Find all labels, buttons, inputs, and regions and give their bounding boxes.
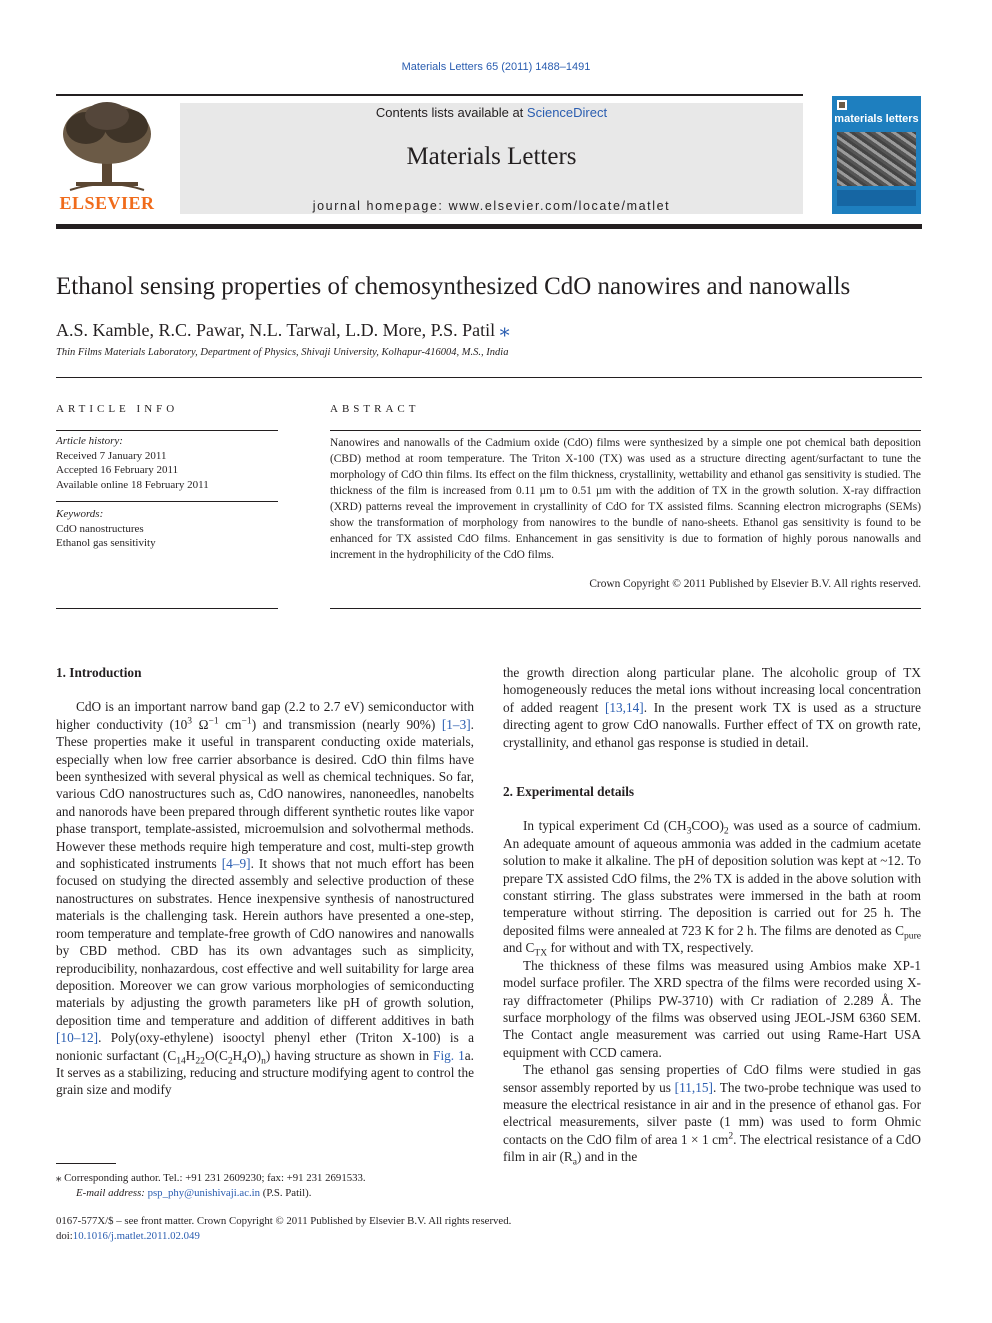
keywords-rule — [56, 501, 278, 502]
affiliation: Thin Films Materials Laboratory, Department of Physics, Shivaji University, Kolhapur-416004, M.S., India — [56, 347, 509, 358]
section-heading: 2. Experimental details — [503, 784, 635, 800]
email-link[interactable]: psp_phy@unishivaji.ac.in — [147, 1187, 261, 1199]
sciencedirect-link[interactable]: ScienceDirect — [526, 105, 608, 120]
abstract-text: Nanowires and nanowalls of the Cadmium oxide (CdO) films were synthesized by a simple one pot chemical bath deposition (CBD) method at room temperature. The Triton X-100 (TX) was used as a structure directing agent/surfactant to tune the morphology of CdO thin films. Its effect on the film thickness, crystallinity, wettability and ethanol gas sensitivity is studied. The thickness of the film is increased from 0.11 µm to 0.51 µm with the addition of TX in the growth solution. X-ray diffraction (XRD) patterns reveal the improvement in crystallinity of CdO for TX assisted films. Scanning electron micrographs (SEMs) show the transformation of morphology from nanowires to the bundle of nano-sheets. Ethanol gas sensitivity is found to be enhanced for TX assisted CdO films. Enhancement in gas sensitivity is due to formation of highly porous nanowalls and increment in the hydrophilicity of the CdO films. — [330, 437, 921, 561]
elsevier-mini-icon — [837, 100, 847, 110]
masthead-top-rule — [56, 94, 803, 96]
cover-micrograph — [837, 132, 916, 186]
corresponding-author-mark[interactable]: ⁎ — [499, 319, 510, 341]
online-date: Available online 18 February 2011 — [56, 478, 209, 491]
body-paragraph: The thickness of these films was measured using Ambios make XP-1 model surface profiler. The XRD spectra of the films were recorded using X-ray diffractometer (Philips PW-3710) with Cr radiation of 2.289 Å. The surface morphology of the films was observed using JEOL-JSM 6360 SEM. The Contact angle measurement was carried out using Rame-Hart USA equipment with CCD camera. — [503, 957, 921, 1060]
keywords-label: Keywords: — [56, 508, 104, 520]
body-paragraph: In typical experiment Cd $(CH_3COO)_2$ was used as a source of cadmium. An adequate amount of aqueous ammonia was added in the cadmium acetate solution to make it alkaline. The pH of deposition solution was kept at ~12. To prepare TX assisted CdO films, the 2% TX is added in the above solution with constant stirring. The glass substrates were immersed in the bath at room temperature without stirring. The deposition is carried out for 25 h. The deposited films were annealed at 723 K for 2 h. The films are denoted as $C_{pure}$ and $C_{TX}$ for without and with TX, respectively. — [503, 818, 921, 959]
journal-citation[interactable]: Materials Letters 65 (2011) 1488–1491 — [401, 61, 591, 73]
author-list — [56, 317, 926, 342]
journal-cover-thumbnail[interactable] — [832, 96, 921, 214]
doi-link[interactable]: 10.1016/j.matlet.2011.02.049 — [72, 1230, 200, 1242]
abstract-copyright: Crown Copyright © 2011 Published by Elsevier B.V. All rights reserved. — [589, 578, 921, 590]
cover-title: materials letters — [834, 113, 919, 125]
info-bottom-rule — [56, 608, 278, 609]
intro-paragraph: CdO is an important narrow band gap (2.2 to 2.7 eV) semiconductor with higher conductivity ($10^3$ $\Omega^{-1}$ $cm^{-1}$) and transmission (nearly 90%) [1–3]. These properties make it useful in transparent conducting oxide materials, especially when low free carrier absorbance is desired. CdO thin films have been synthesized with several physical as well as chemical techniques. So far, various CdO nanostructures such as, CdO nanowires, nanoneedles, nanobelts and nanorods have been prepared through different synthetic routes like vapor phase transport, template-assisted, microemulsion and solvothermal methods. However these methods require high temperature and cost, multi-step growth and sophisticated instruments [4–9]. It shows that not much effort has been focused on studying the directed assembly and selective production of these nanostructures on substrates. Hence inexpensive synthesis of nanostructured materials is the challenging task. Herein authors have presented a one-step, room temperature and template-free growth of CdO nanowires and nanowalls by CBD method. CBD has its own advantages such as simplicity, reproducibility, nonhazardous, cost effective and well suitability for large area deposition. Moreover we can grow various morphologies of semiconducting materials by adjusting the growth parameters like pH of growth solution, deposition time and temperature and addition of different additives in bath [10–12]. Poly(oxy-ethylene) isooctyl phenyl ether (Triton X-100) is a nonionic surfactant $(C_{14}H_{22}O(C_2H_4O)_n)$ having structure as shown in Fig. 1a. It serves as a stabilizing, reducing and structure modifying agent to control the grain size and modify — [56, 699, 475, 1098]
chemical-formula: $_{14}H_{22}O(C_2H_4O)_n$) — [176, 1047, 271, 1067]
body-column-left — [56, 664, 474, 1099]
tree-icon — [56, 98, 158, 194]
email-note: E-mail address: psp_phy@unishivaji.ac.in (P.S. Patil). — [76, 1187, 312, 1199]
abstract-heading: ABSTRACT — [330, 403, 420, 415]
elsevier-logo[interactable] — [56, 98, 158, 214]
corresponding-author-note: ⁎ Corresponding author. Tel.: +91 231 2609230; fax: +91 231 2691533. — [56, 1172, 366, 1184]
body-paragraph: the growth direction along particular plane. The alcoholic group of TX homogeneously reduces the metal ions without increasing local concentration of added reagent [13,14]. In the present work TX is used as a structure directing agent to grow CdO nanowalls. Further effect of TX on growth rate, crystallinity, and ethanol gas response is studied in detail. — [503, 665, 921, 750]
journal-name: Materials Letters — [406, 143, 577, 170]
authors-text: A.S. Kamble, R.C. Pawar, N.L. Tarwal, L.D. More, P.S. Patil — [56, 320, 496, 340]
article-info-rule — [56, 430, 278, 431]
footnote-rule — [56, 1163, 116, 1164]
keywords — [56, 507, 278, 551]
issn-line: 0167-577X/$ – see front matter. Crown Copyright © 2011 Published by Elsevier B.V. All rights reserved. — [56, 1215, 512, 1227]
title-rule — [56, 377, 922, 378]
reference-link[interactable]: [10–12] — [56, 1030, 99, 1046]
journal-homepage[interactable]: journal homepage: www.elsevier.com/locate/matlet — [312, 199, 671, 213]
header-thick-rule — [56, 224, 922, 229]
masthead — [180, 103, 803, 214]
bottom-matter — [56, 1214, 656, 1244]
elsevier-wordmark: ELSEVIER — [59, 193, 155, 213]
abstract-bottom-rule — [330, 608, 921, 609]
reference-link[interactable]: [1–3] — [441, 716, 471, 732]
section-heading: 1. Introduction — [56, 665, 142, 680]
received-date: Received 7 January 2011 — [56, 449, 167, 462]
keyword: CdO nanostructures — [56, 522, 144, 535]
doi-line: doi:10.1016/j.matlet.2011.02.049 — [56, 1230, 200, 1242]
body-column-right — [503, 664, 921, 1166]
contents-label: Contents lists available at — [375, 105, 527, 120]
accepted-date: Accepted 16 February 2011 — [56, 464, 179, 476]
reference-link[interactable]: [13,14] — [604, 699, 644, 715]
contents-line — [180, 105, 803, 120]
cover-footer — [837, 190, 916, 206]
article-history — [56, 434, 278, 492]
figure-link[interactable]: Fig. 1 — [433, 1047, 465, 1063]
article-title: Ethanol sensing properties of chemosynthesized CdO nanowires and nanowalls — [56, 273, 851, 300]
reference-link[interactable]: [11,15] — [674, 1079, 713, 1095]
footnote — [56, 1171, 486, 1201]
article-info-heading: ARTICLE INFO — [56, 403, 179, 415]
reference-link[interactable]: [4–9] — [221, 856, 251, 872]
body-paragraph: The ethanol gas sensing properties of CdO films were studied in gas sensor assembly reported by us [11,15]. The two-probe technique was used to measure the electrical resistance in air and in the presence of ethanol gas. For electrical measurements, silver paste (1 mm) was used to form Ohmic contacts on the CdO film of area 1 × 1 $cm^2$. The electrical resistance of a CdO film in air $(R_a)$ and in the — [503, 1062, 921, 1168]
abstract-rule — [330, 430, 921, 431]
keyword: Ethanol gas sensitivity — [56, 537, 156, 549]
history-label: Article history: — [56, 435, 123, 447]
